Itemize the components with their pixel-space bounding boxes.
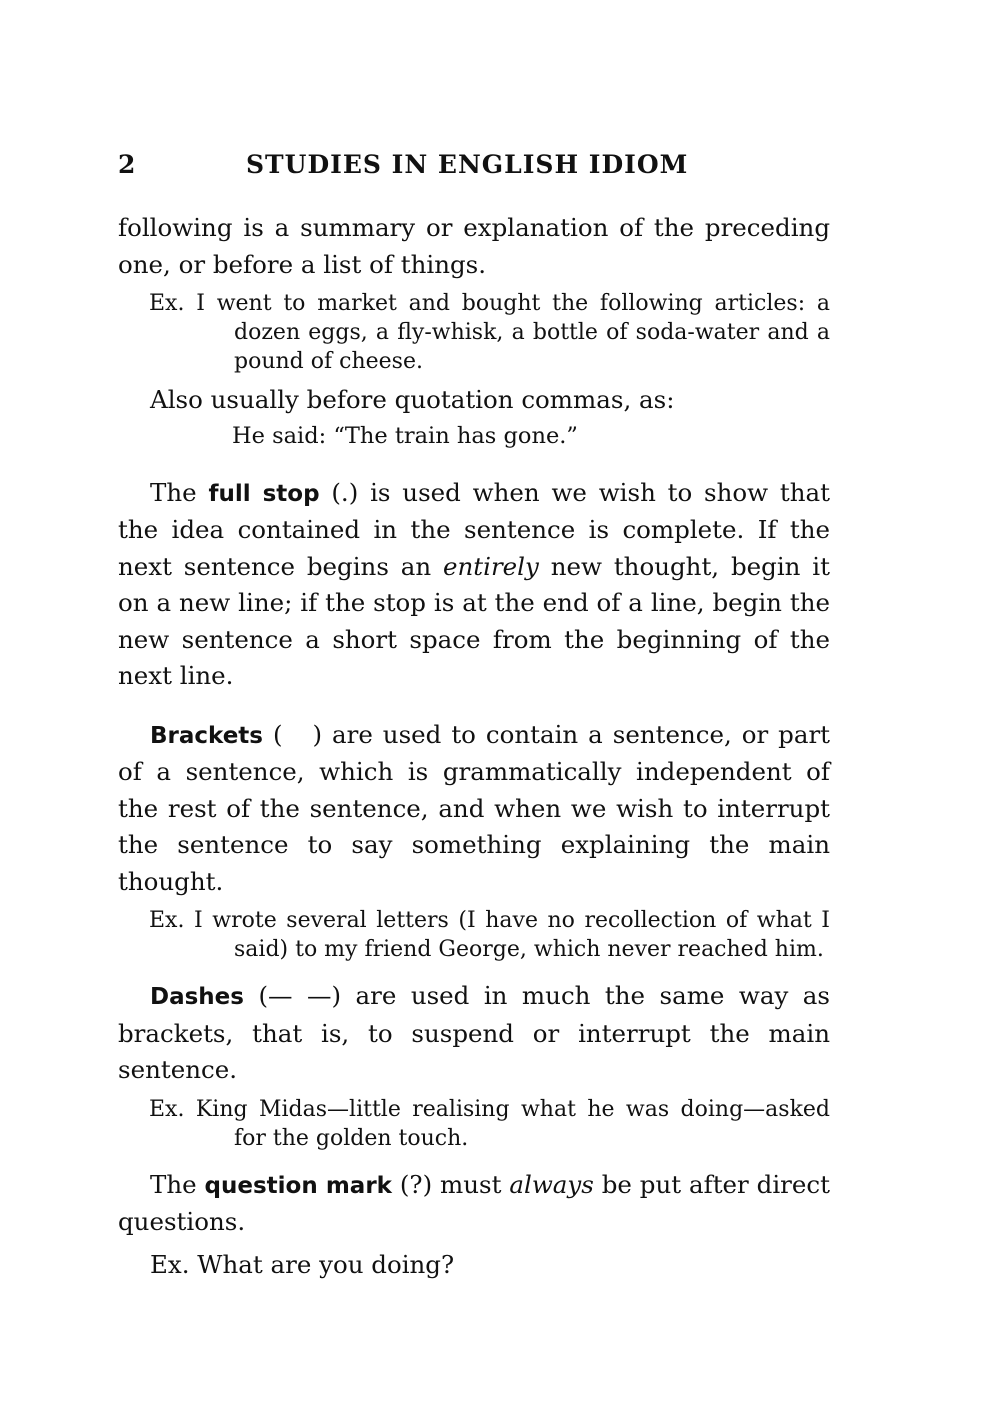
- colon-example: [118, 289, 830, 376]
- example-text: I went to market and bought the following articles: a dozen eggs, a fly-whisk, a bottle of soda-water and a pound of cheese.: [196, 291, 831, 374]
- colon-continuation-paragraph: following is a summary or explanation of the preceding one, or before a list of things.: [118, 213, 830, 279]
- dashes-symbol: (— —): [258, 981, 342, 1010]
- paragraph-text: are used in much the same way as brackets, that is, to suspend or interrupt the main sentence.: [118, 981, 830, 1084]
- brackets-paragraph: [118, 717, 830, 901]
- full-stop-paragraph: [118, 475, 830, 695]
- brackets-example: [118, 906, 830, 964]
- brackets-keyword: Brackets: [150, 722, 263, 749]
- full-stop-keyword: full stop: [208, 480, 320, 507]
- question-mark-keyword: question mark: [204, 1172, 392, 1199]
- example-label: Ex.: [149, 1096, 185, 1122]
- dashes-paragraph: [118, 978, 830, 1089]
- paragraph-text: are used to contain a sentence, or part of a sentence, which is grammatically independent of the rest of the sentence, and when we wish to interrupt the sentence to say something explaining the main thought.: [118, 719, 830, 896]
- example-text: King Midas—little realising what he was doing—asked for the golden touch.: [195, 1096, 830, 1151]
- quotation-example: He said: “The train has gone.”: [232, 422, 578, 449]
- example-label: Ex.: [149, 908, 185, 933]
- question-mark-paragraph: [118, 1167, 830, 1241]
- paragraph-text: (.) is used when we wish to show that the idea contained in the sentence is complete. If the next sentence begins an: [118, 477, 831, 581]
- page-number: 2: [118, 150, 137, 179]
- lead-word: The: [150, 477, 197, 507]
- lead-word: The: [150, 1169, 197, 1199]
- example-label: Ex.: [149, 291, 185, 316]
- paragraph-text: (?) must: [399, 1169, 502, 1199]
- dashes-keyword: Dashes: [150, 984, 244, 1010]
- emphasis-entirely: entirely: [443, 551, 539, 581]
- example-text: I wrote several letters (I have no recollection of what I said) to my friend George, which never reached him.: [194, 908, 830, 962]
- page-body: [118, 210, 830, 1283]
- emphasis-always: always: [509, 1169, 594, 1199]
- running-header: [118, 150, 830, 190]
- dashes-example: [118, 1095, 830, 1153]
- example-text: What are you doing?: [197, 1249, 455, 1279]
- example-label: Ex.: [150, 1249, 190, 1279]
- paragraph-text: be put after direct questions.: [118, 1169, 830, 1236]
- paragraph-text: new thought, begin it on a new line; if the stop is at the end of a line, begin the new sentence a short space from the beginning of the next line.: [118, 551, 830, 690]
- question-mark-example: [118, 1247, 830, 1284]
- quotation-note: Also usually before quotation commas, as:: [150, 385, 675, 414]
- brackets-symbol: ( ): [272, 719, 323, 749]
- running-title: STUDIES IN ENGLISH IDIOM: [246, 150, 689, 179]
